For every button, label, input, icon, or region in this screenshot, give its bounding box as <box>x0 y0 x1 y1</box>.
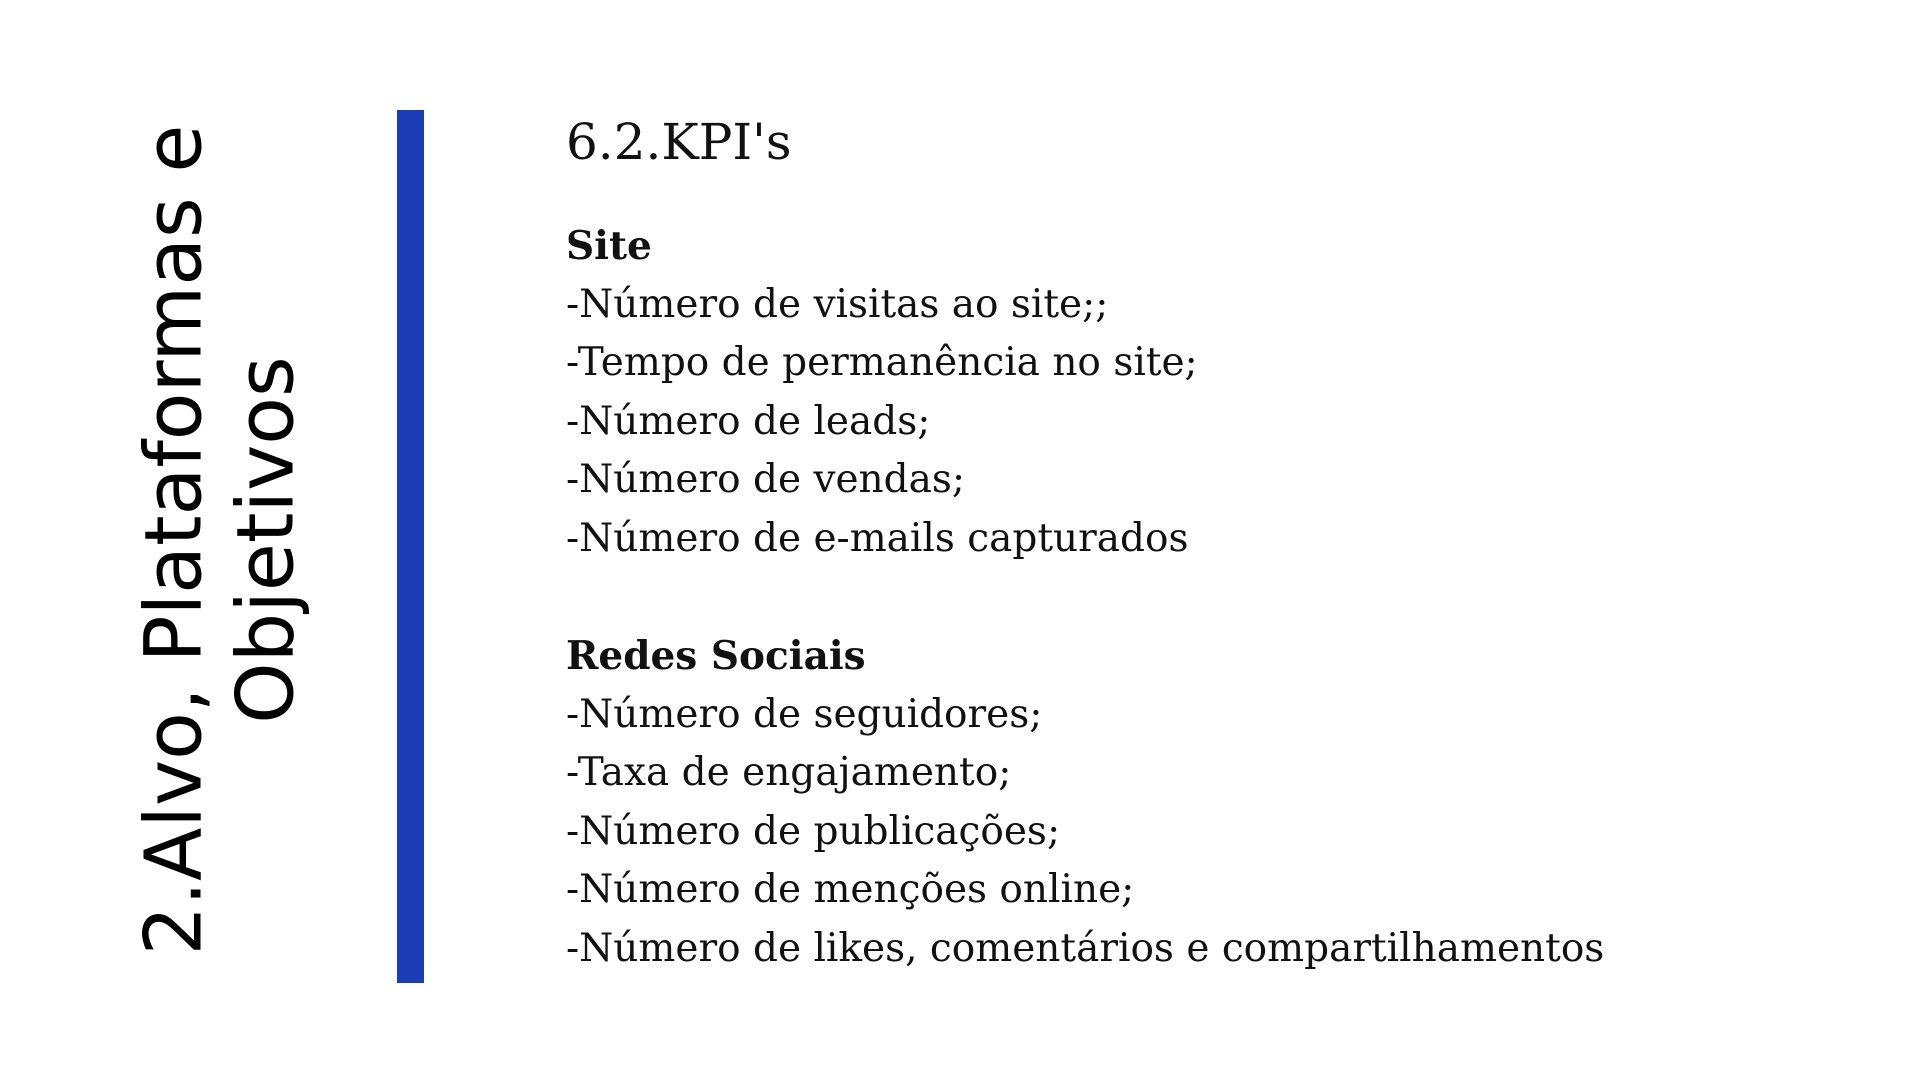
kpi-item: -Taxa de engajamento; <box>566 750 1012 795</box>
accent-bar <box>397 110 424 983</box>
kpi-item: -Número de e-mails capturados <box>566 515 1189 561</box>
vertical-title-line-2: Objetivos <box>221 356 312 724</box>
kpi-item: -Número de vendas; <box>566 457 966 502</box>
kpi-group-social <box>566 627 1866 978</box>
content-area <box>566 110 1866 978</box>
kpi-item: -Número de visitas ao site;; <box>566 281 1109 327</box>
kpi-item: -Número de seguidores; <box>566 691 1043 737</box>
vertical-title <box>128 125 312 956</box>
kpi-item: -Tempo de permanência no site; <box>566 340 1198 385</box>
vertical-title-container <box>100 100 340 980</box>
kpi-list <box>566 276 1866 569</box>
kpi-group-site <box>566 217 1866 568</box>
group-title: Site <box>566 223 652 269</box>
section-title: 6.2.KPI's <box>566 113 792 171</box>
kpi-item: -Número de menções online; <box>566 867 1135 912</box>
kpi-item: -Número de publicações; <box>566 808 1061 854</box>
group-title: Redes Sociais <box>566 633 866 679</box>
kpi-item: -Número de likes, comentários e compartilhamentos <box>566 925 1605 971</box>
kpi-list <box>566 686 1866 979</box>
vertical-title-line-1: 2.Alvo, Plataformas e <box>128 124 219 956</box>
kpi-item: -Número de leads; <box>566 398 931 444</box>
